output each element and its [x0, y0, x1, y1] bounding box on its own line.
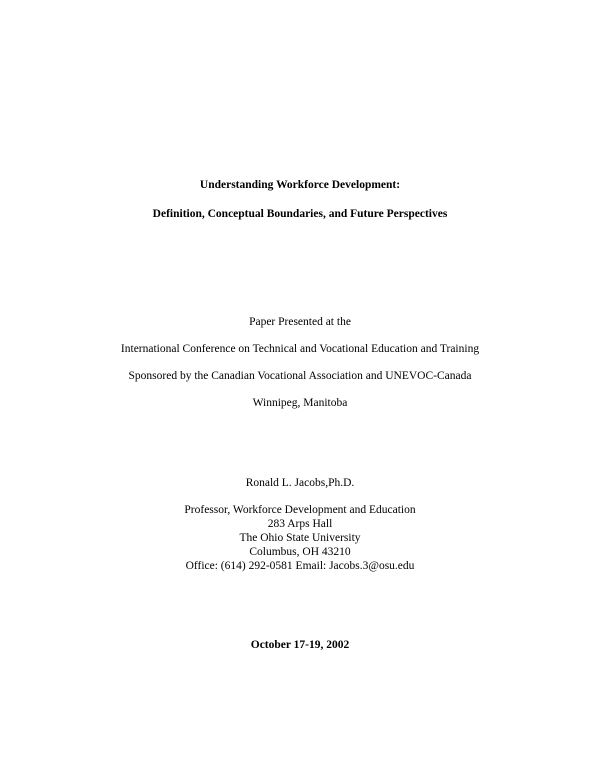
- presentation-line-4: Winnipeg, Manitoba: [252, 397, 348, 409]
- author-affiliation: [0, 503, 600, 573]
- presentation-line-3: Sponsored by the Canadian Vocational Association and UNEVOC-Canada: [128, 370, 472, 382]
- author-name: Ronald L. Jacobs,Ph.D.: [245, 477, 355, 489]
- conference-date: October 17-19, 2002: [250, 639, 350, 651]
- author-contact: Office: (614) 292-0581 Email: Jacobs.3@osu.edu: [185, 560, 415, 572]
- presentation-line-2: International Conference on Technical and Vocational Education and Training: [120, 343, 480, 355]
- author-office-room: 283 Arps Hall: [267, 518, 333, 530]
- author-university: The Ohio State University: [239, 532, 361, 544]
- title-line-1: Understanding Workforce Development:: [199, 179, 401, 191]
- author-position: Professor, Workforce Development and Education: [184, 504, 416, 516]
- author-city: Columbus, OH 43210: [249, 546, 351, 558]
- presentation-line-1: Paper Presented at the: [249, 316, 351, 328]
- title-line-2: Definition, Conceptual Boundaries, and Future Perspectives: [152, 208, 448, 220]
